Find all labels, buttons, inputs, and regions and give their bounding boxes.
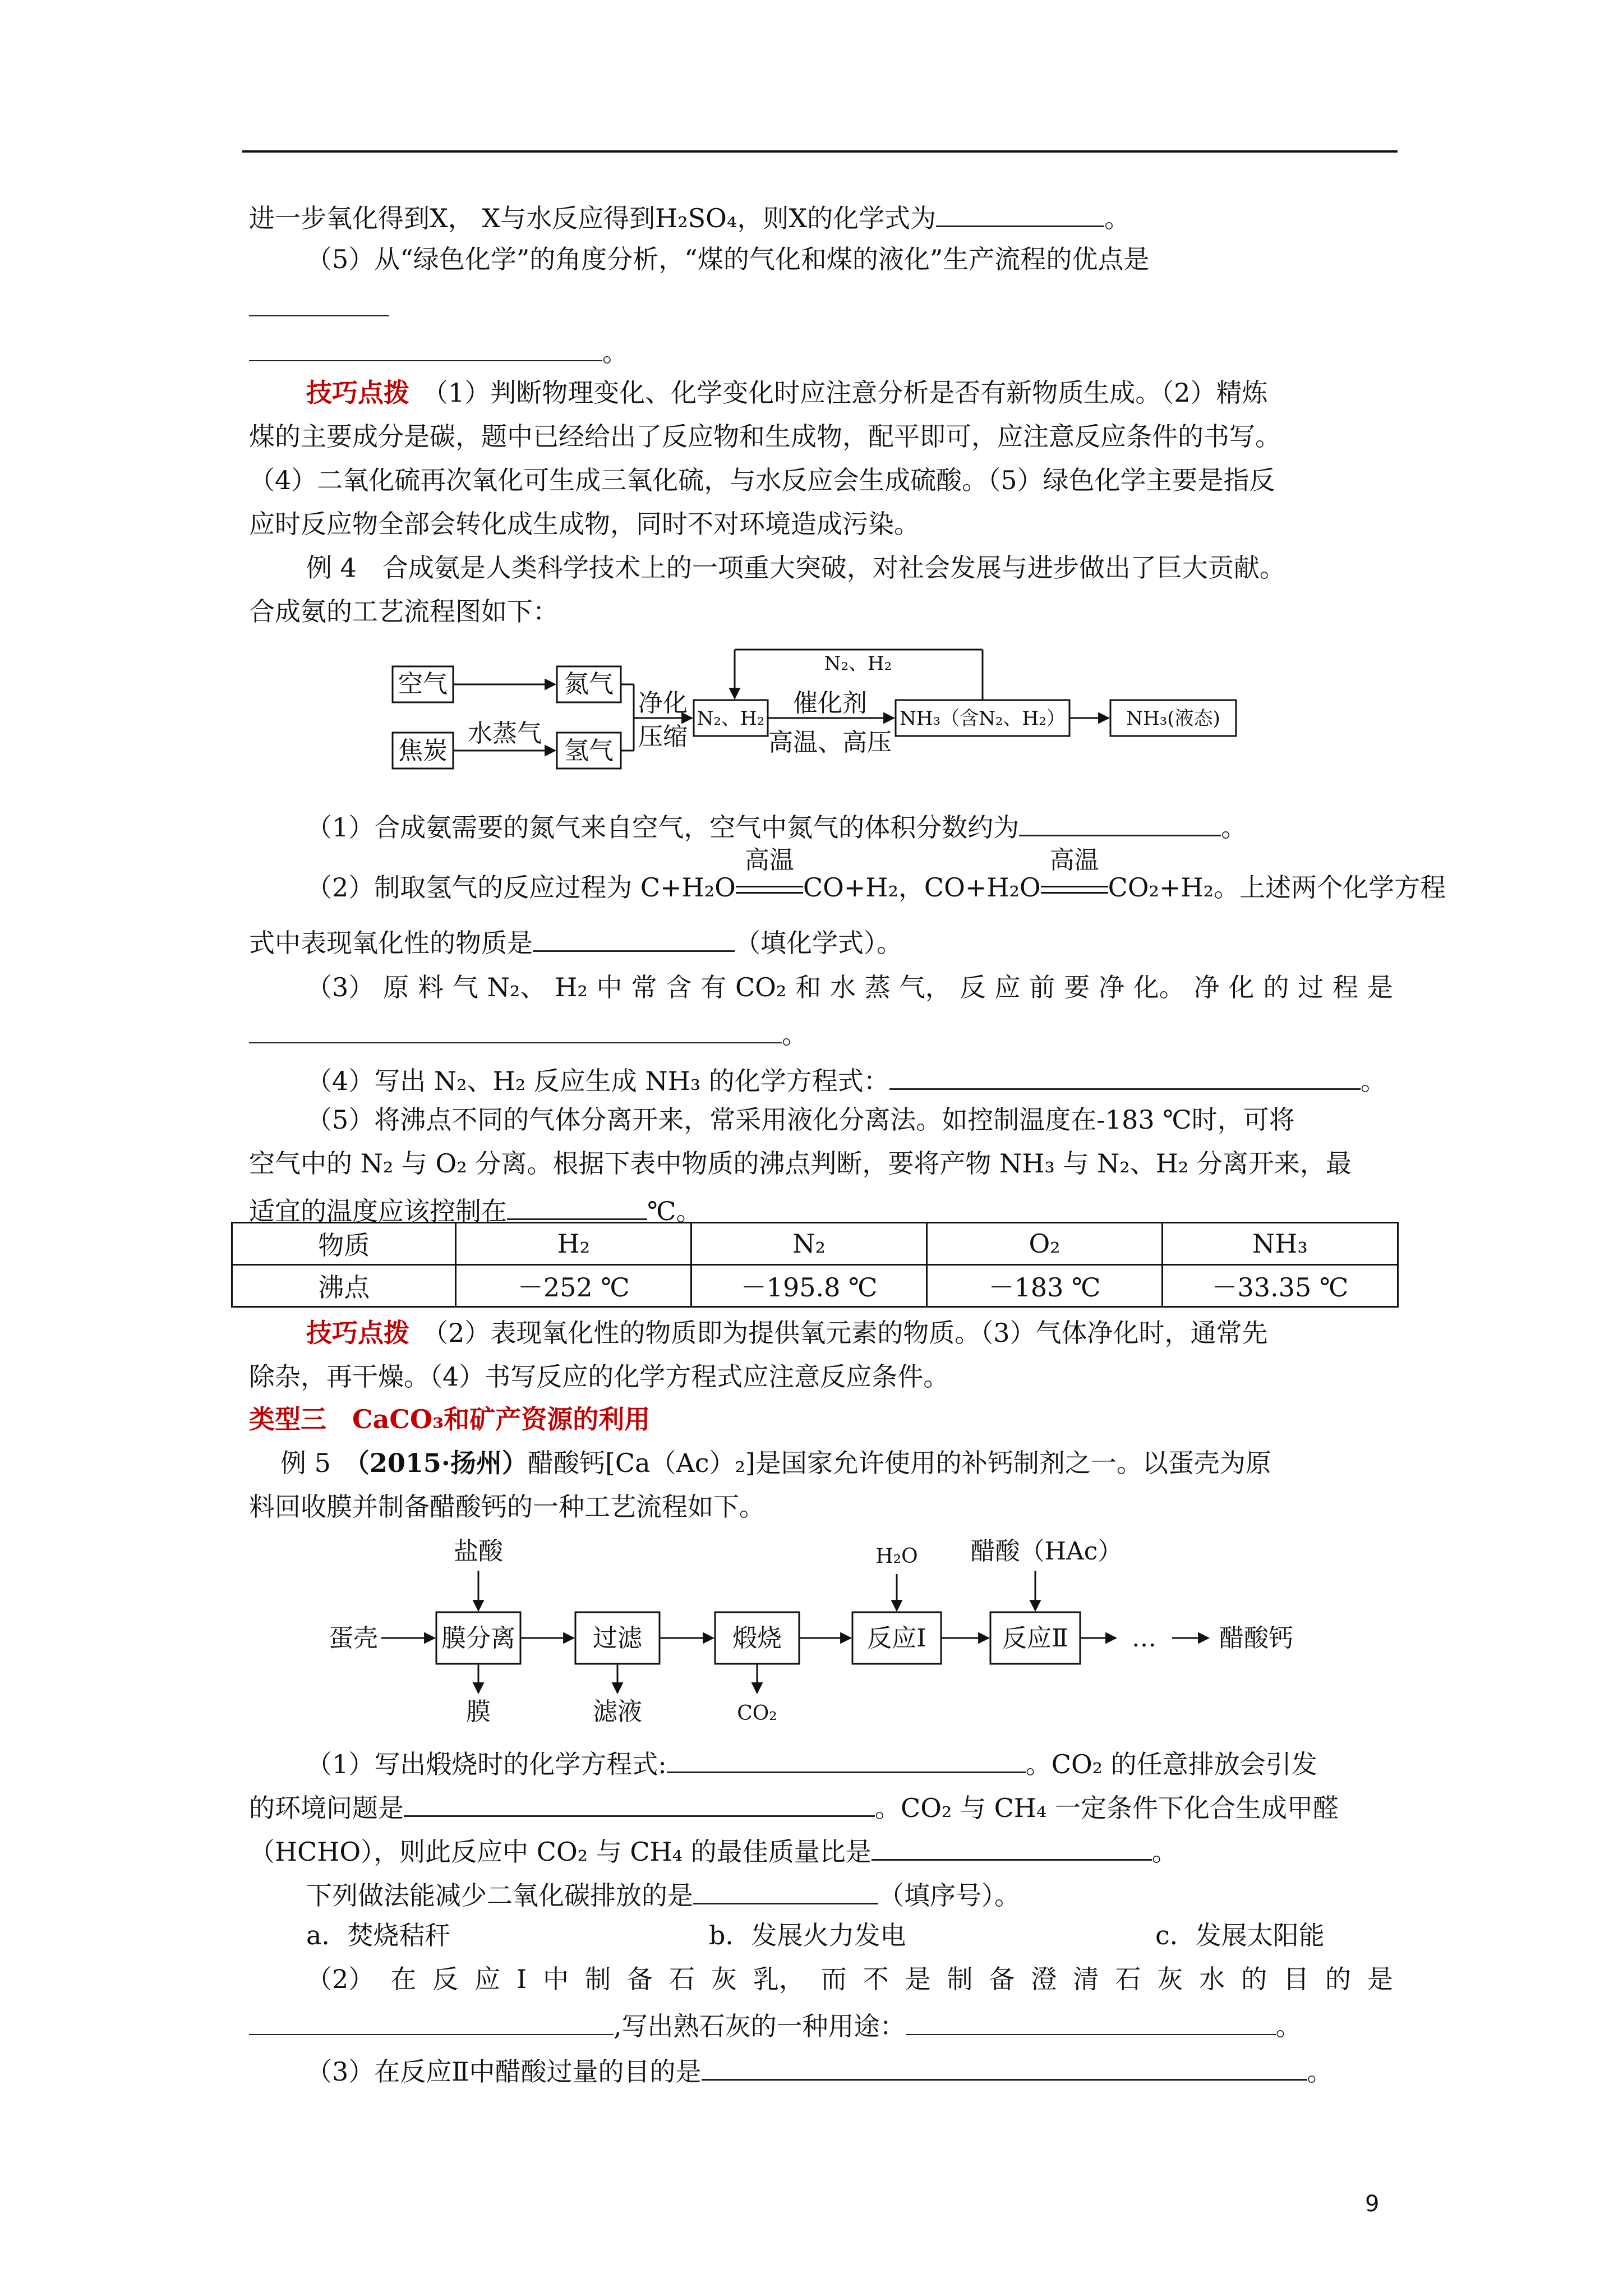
answer-blank[interactable] — [906, 2006, 1276, 2035]
flow-nitrogen: 氮气 — [564, 670, 614, 698]
flow-reaction-2: 反应Ⅱ — [1002, 1624, 1068, 1653]
justified-char: 反 — [432, 1964, 459, 1994]
flow-product: NH₃（含N₂、H₂） — [900, 707, 1066, 730]
justified-char: 而 — [820, 1964, 847, 1994]
section-heading: 类型三 CaCO₃和矿产资源的利用 — [249, 1404, 651, 1434]
tip-line: 除杂，再干燥。（4）书写反应的化学方程式应注意反应条件。 — [249, 1361, 949, 1392]
q5-1: 下列做法能减少二氧化碳排放的是 （填序号）。 — [306, 1875, 1450, 1912]
justified-char: 原 — [383, 972, 409, 1002]
justified-char: 石 — [1115, 1964, 1141, 1994]
justified-char: 化。 — [1133, 972, 1185, 1002]
q4-3-l2: 。 — [249, 1014, 1393, 1051]
text-line: 进一步氧化得到X， X与水反应得到H₂SO₄，则X的化学式为 。 — [249, 197, 1393, 235]
justified-char: 气 — [452, 972, 478, 1002]
table-cell: 物质 — [232, 1223, 456, 1265]
flow-membrane: 膜 — [466, 1697, 491, 1726]
justified-char: 的 — [1241, 1964, 1267, 1994]
justified-char: H₂ — [555, 972, 588, 1002]
reaction-condition: 高温 — [1041, 871, 1108, 904]
table-cell: －252 ℃ — [456, 1265, 691, 1307]
flow-hcl: 盐酸 — [454, 1537, 503, 1566]
justified-char: （2） — [306, 1964, 375, 1994]
flow-reaction-1: 反应Ⅰ — [867, 1624, 926, 1653]
justified-char: Ⅰ — [517, 1964, 527, 1994]
justified-char: 程 — [1332, 972, 1358, 1002]
justified-char: 前 — [1029, 972, 1055, 1002]
tip-line: 煤的主要成分是碳，题中已经给出了反应物和生成物，配平即可，应注意反应条件的书写。 — [249, 421, 1281, 452]
flow-mix: N₂、H₂ — [697, 707, 765, 730]
q4-2: （2）制取氢气的反应过程为 C+H₂O 高温 CO+H₂，CO+H₂O 高温 CO₂+H₂。上述两个化学方程 — [306, 871, 1450, 904]
justified-char: 反 — [960, 972, 986, 1002]
justified-char: （3） — [306, 972, 375, 1002]
text-line: 。 — [249, 332, 1393, 369]
justified-char: 气， — [899, 972, 951, 1002]
flow-compress: 压缩 — [638, 723, 688, 751]
flow-purify: 净化 — [638, 689, 688, 717]
justified-char: 备 — [989, 1964, 1015, 1994]
flow-calcine: 煅烧 — [732, 1624, 782, 1653]
table-cell: N₂ — [691, 1223, 927, 1265]
table-cell: NH₃ — [1162, 1223, 1398, 1265]
example-4-line: 合成氨的工艺流程图如下： — [249, 596, 559, 627]
flow-air: 空气 — [398, 670, 448, 698]
justified-char: 是 — [1367, 1964, 1393, 1994]
option-c: c．发展太阳能 — [1155, 1920, 1325, 1950]
q5-3: （3）在反应Ⅱ中醋酸过量的目的是 。 — [306, 2051, 1450, 2088]
table-cell: O₂ — [927, 1223, 1163, 1265]
justified-char: 是 — [1367, 972, 1393, 1002]
flow-liquid: NH₃(液态) — [1126, 707, 1220, 730]
justified-char: 清 — [1073, 1964, 1099, 1994]
justified-char: 和 — [795, 972, 822, 1002]
table-cell: －195.8 ℃ — [691, 1265, 927, 1307]
flow-eggshell: 蛋壳 — [329, 1624, 378, 1653]
justified-char: 是 — [905, 1964, 931, 1994]
example-4-line: 例 4 合成氨是人类科学技术上的一项重大突破，对社会发展与进步做出了巨大贡献。 — [306, 553, 1285, 583]
justified-char: 净 — [1193, 972, 1220, 1002]
flow-h2o: H₂O — [875, 1545, 918, 1568]
justified-char: 料 — [417, 972, 444, 1002]
justified-char: 有 — [700, 972, 727, 1002]
answer-blank[interactable] — [249, 2006, 614, 2035]
justified-char: 化 — [1228, 972, 1255, 1002]
q4-1: （1）合成氨需要的氮气来自空气，空气中氮气的体积分数约为 。 — [306, 807, 1450, 844]
justified-char: 制 — [947, 1964, 973, 1994]
q4-5: （5）将沸点不同的气体分离开来，常采用液化分离法。如控制温度在-183 ℃时，可将 — [306, 1105, 1295, 1135]
example-5-line: 例 5 （2015·扬州）醋酸钙[Ca（Ac）₂]是国家允许使用的补钙制剂之一。以蛋壳为原 — [280, 1448, 1271, 1478]
flow-co2: CO₂ — [737, 1702, 777, 1725]
q4-5: 适宜的温度应该控制在 ℃。 — [249, 1190, 1393, 1228]
justified-char: N₂、 — [487, 972, 546, 1002]
justified-char: 备 — [627, 1964, 653, 1994]
flow-dots: … — [1132, 1624, 1156, 1653]
justified-char: 含 — [666, 972, 692, 1002]
justified-char: 灰 — [1157, 1964, 1183, 1994]
justified-char: 常 — [631, 972, 657, 1002]
page-number: 9 — [1365, 2191, 1380, 2217]
tip-label: 技巧点拨 — [306, 378, 409, 408]
justified-char: 中 — [543, 1964, 569, 1994]
reaction-condition: 高温 — [736, 871, 803, 904]
justified-char: 在 — [390, 1964, 417, 1994]
justified-char: 蒸 — [864, 972, 891, 1002]
justified-char: 要 — [1064, 972, 1090, 1002]
justified-char: 石 — [668, 1964, 695, 1994]
answer-blank[interactable] — [667, 1743, 1026, 1773]
answer-blank[interactable] — [404, 1787, 875, 1817]
justified-char: 乳， — [753, 1964, 805, 1994]
tip-line: 技巧点拨 （1）判断物理变化、化学变化时应注意分析是否有新物质生成。（2）精炼 — [306, 378, 1268, 408]
justified-char: 澄 — [1031, 1964, 1057, 1994]
justified-char: 应 — [474, 1964, 501, 1994]
table-cell: －183 ℃ — [927, 1265, 1163, 1307]
flow-coke: 焦炭 — [398, 737, 448, 765]
flow-product: 醋酸钙 — [1219, 1624, 1293, 1653]
answer-blank[interactable] — [872, 1831, 1152, 1861]
example-5-line: 料回收膜并制备醋酸钙的一种工艺流程如下。 — [249, 1492, 765, 1522]
tip-line: 应时反应物全部会转化成生成物，同时不对环境造成污染。 — [249, 509, 920, 539]
q5-1: 的环境问题是 。CO₂ 与 CH₄ 一定条件下化合生成甲醛 — [249, 1787, 1393, 1825]
justified-char: 水 — [830, 972, 856, 1002]
q5-2 — [306, 1962, 1393, 1996]
justified-char: 的 — [1263, 972, 1289, 1002]
justified-char: 目 — [1283, 1964, 1310, 1994]
justified-char: 制 — [585, 1964, 611, 1994]
option-b: b．发展火力发电 — [709, 1920, 906, 1950]
table-cell: 沸点 — [232, 1265, 456, 1307]
q5-2-l2: ,写出熟石灰的一种用途： 。 — [249, 2006, 1393, 2043]
text-line: （5）从“绿色化学”的角度分析，“煤的气化和煤的液化”生产流程的优点是 — [306, 244, 1150, 274]
flow-steam: 水蒸气 — [468, 719, 542, 748]
flow-membrane-separation: 膜分离 — [441, 1624, 515, 1653]
justified-char: CO₂ — [735, 972, 787, 1002]
option-a: a．焚烧秸秆 — [306, 1920, 451, 1950]
flow-hac: 醋酸（HAc） — [970, 1537, 1123, 1566]
flow-conditions: 高温、高压 — [768, 728, 892, 757]
flow-catalyst: 催化剂 — [793, 689, 867, 717]
q4-4: （4）写出 N₂、H₂ 反应生成 NH₃ 的化学方程式： 。 — [306, 1060, 1450, 1098]
q4-5: 空气中的 N₂ 与 O₂ 分离。根据下表中物质的沸点判断，要将产物 NH₃ 与 N₂、H₂ 分离开来，最 — [249, 1148, 1352, 1179]
tip-line: 技巧点拨 （2）表现氧化性的物质即为提供氧元素的物质。（3）气体净化时，通常先 — [306, 1318, 1268, 1348]
q5-1: （HCHO），则此反应中 CO₂ 与 CH₄ 的最佳质量比是 。 — [249, 1831, 1393, 1869]
justified-char: 水 — [1199, 1964, 1225, 1994]
justified-char: 灰 — [711, 1964, 737, 1994]
flow-recycle: N₂、H₂ — [824, 652, 892, 675]
tip-line: （4）二氧化硫再次氧化可生成三氧化硫，与水反应会生成硫酸。（5）绿色化学主要是指反 — [249, 465, 1275, 495]
justified-char: 的 — [1325, 1964, 1352, 1994]
q5-1: （1）写出煅烧时的化学方程式: 。CO₂ 的任意排放会引发 — [306, 1743, 1450, 1781]
justified-char: 不 — [863, 1964, 889, 1994]
flow-filtrate: 滤液 — [593, 1697, 642, 1726]
justified-char: 过 — [1298, 972, 1324, 1002]
justified-char: 应 — [994, 972, 1021, 1002]
tip-label: 技巧点拨 — [306, 1318, 409, 1348]
flow-filter: 过滤 — [593, 1624, 642, 1653]
flow-hydrogen: 氢气 — [564, 737, 614, 765]
justified-char: 中 — [596, 972, 623, 1002]
justified-char: 净 — [1098, 972, 1124, 1002]
answer-blank[interactable] — [693, 1875, 878, 1904]
answer-blank[interactable] — [702, 2051, 1307, 2081]
q4-2-l2: 式中表现氧化性的物质是 （填化学式）。 — [249, 922, 1393, 960]
table-cell: H₂ — [456, 1223, 691, 1265]
table-cell: －33.35 ℃ — [1162, 1265, 1398, 1307]
